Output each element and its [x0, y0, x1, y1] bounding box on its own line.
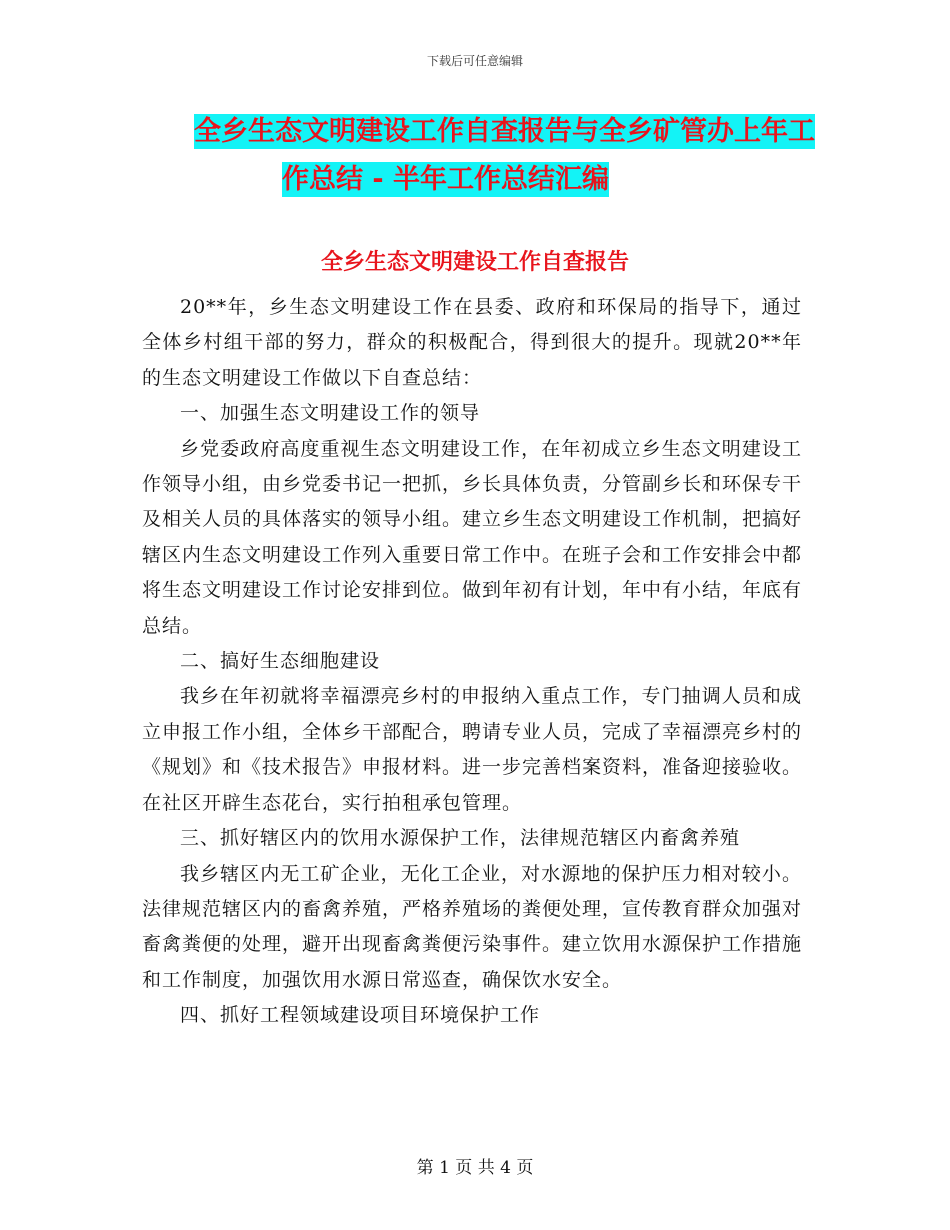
heading-4: 四、抓好工程领域建设项目环境保护工作	[180, 1004, 541, 1027]
document-body	[142, 290, 802, 1034]
section-title: 全乡生态文明建设工作自查报告	[320, 250, 629, 275]
page-number: 第 1 页 共 4 页	[416, 1158, 534, 1178]
page-header-note: 下载后可任意编辑	[426, 54, 523, 68]
document-title	[150, 108, 820, 204]
intro-paragraph: 20**年，乡生态文明建设工作在县委、政府和环保局的指导下，通过全体乡村组干部的努力，群众的积极配合，得到很大的提升。现就20**年的生态文明建设工作做以下自查总结：	[142, 296, 802, 389]
paragraph-2: 我乡在年初就将幸福漂亮乡村的申报纳入重点工作，专门抽调人员和成立申报工作小组，全体乡干部配合，聘请专业人员，完成了幸福漂亮乡村的《规划》和《技术报告》申报材料。进一步完善档案资料，准备迎接验收。在社区开辟生态花台，实行拍租承包管理。	[142, 685, 803, 814]
document-title-line-1: 全乡生态文明建设工作自查报告与全乡矿管办上年工	[194, 116, 815, 147]
heading-3: 三、抓好辖区内的饮用水源保护工作，法律规范辖区内畜禽养殖	[180, 827, 741, 850]
heading-2: 二、搞好生态细胞建设	[180, 650, 381, 673]
paragraph-1: 乡党委政府高度重视生态文明建设工作，在年初成立乡生态文明建设工作领导小组，由乡党委书记一把抓，乡长具体负责，分管副乡长和环保专干及相关人员的具体落实的领导小组。建立乡生态文明建设工作机制，把搞好辖区内生态文明建设工作列入重要日常工作中。在班子会和工作安排会中都将生态文明建设工作讨论安排到位。做到年初有计划，年中有小结，年底有总结。	[142, 437, 803, 637]
paragraph-3: 我乡辖区内无工矿企业，无化工企业，对水源地的保护压力相对较小。法律规范辖区内的畜禽养殖，严格养殖场的粪便处理，宣传教育群众加强对畜禽粪便的处理，避开出现畜禽粪便污染事件。建立饮用水源保护工作措施和工作制度，加强饮用水源日常巡查，确保饮水安全。	[142, 862, 803, 991]
document-title-line-2: 作总结 - 半年工作总结汇编	[282, 164, 610, 195]
heading-1: 一、加强生态文明建设工作的领导	[180, 402, 481, 425]
